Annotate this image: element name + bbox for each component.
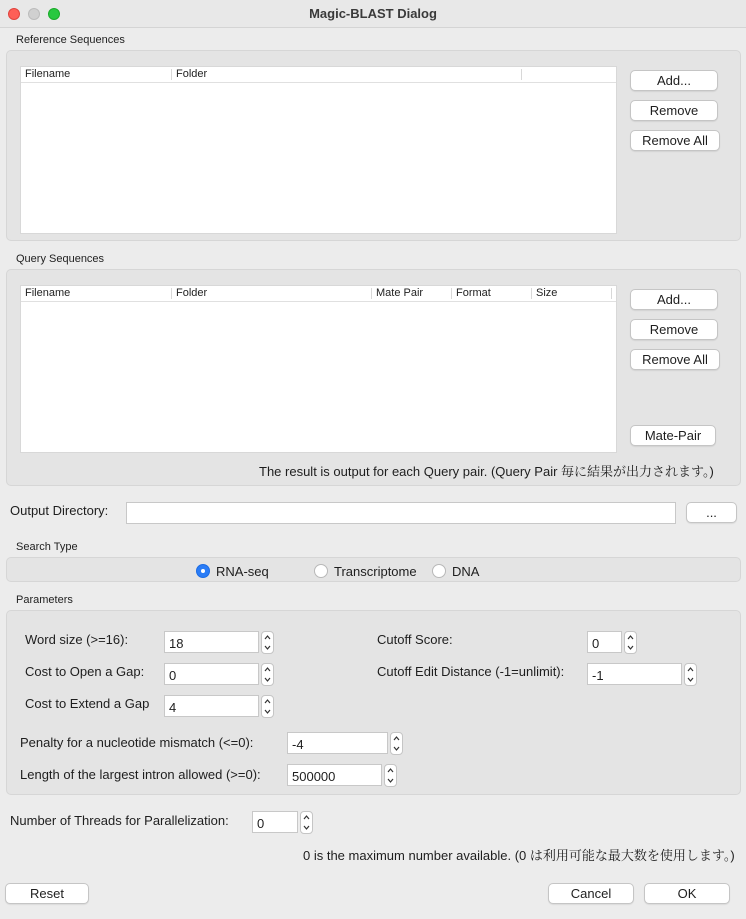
query-remove-all-button[interactable]: Remove All <box>630 349 720 370</box>
gap-open-input[interactable] <box>164 663 259 685</box>
radio-rna-seq-label[interactable]: RNA-seq <box>216 564 269 579</box>
word-size-stepper[interactable] <box>261 631 274 654</box>
cutoff-edit-label: Cutoff Edit Distance (-1=unlimit): <box>377 664 565 679</box>
column-format[interactable]: Format <box>451 288 491 299</box>
search-type-panel <box>6 557 741 582</box>
chevron-up-icon[interactable] <box>387 767 394 774</box>
intron-length-label: Length of the largest intron allowed (>=0): <box>20 767 261 782</box>
mismatch-penalty-input[interactable] <box>287 732 388 754</box>
radio-dna-label[interactable]: DNA <box>452 564 480 579</box>
mismatch-penalty-stepper[interactable] <box>390 732 403 755</box>
chevron-up-icon[interactable] <box>393 735 400 742</box>
chevron-down-icon[interactable] <box>387 777 394 784</box>
radio-dna[interactable] <box>432 564 446 578</box>
chevron-down-icon[interactable] <box>393 745 400 752</box>
cancel-button[interactable]: Cancel <box>548 883 634 904</box>
cutoff-edit-stepper[interactable] <box>684 663 697 686</box>
column-filename[interactable]: Filename <box>25 68 71 80</box>
threads-stepper[interactable] <box>300 811 313 834</box>
column-extra[interactable] <box>521 69 526 80</box>
word-size-label: Word size (>=16): <box>25 632 129 647</box>
chevron-down-icon[interactable] <box>303 824 310 831</box>
reference-panel <box>6 50 741 241</box>
reset-button[interactable]: Reset <box>5 883 89 904</box>
cutoff-edit-input[interactable] <box>587 663 682 685</box>
column-folder[interactable]: Folder <box>171 288 207 299</box>
chevron-down-icon[interactable] <box>627 644 634 651</box>
output-directory-input[interactable] <box>126 502 676 524</box>
reference-remove-all-button[interactable]: Remove All <box>630 130 720 151</box>
query-panel <box>6 269 741 486</box>
chevron-down-icon[interactable] <box>264 644 271 651</box>
column-filename[interactable]: Filename <box>25 287 71 299</box>
intron-length-input[interactable] <box>287 764 382 786</box>
cutoff-score-input[interactable] <box>587 631 622 653</box>
gap-extend-label: Cost to Extend a Gap <box>25 696 150 711</box>
chevron-up-icon[interactable] <box>303 814 310 821</box>
parameters-group-label: Parameters <box>16 594 73 606</box>
mismatch-penalty-label: Penalty for a nucleotide mismatch (<=0): <box>20 735 254 750</box>
chevron-up-icon[interactable] <box>687 666 694 673</box>
radio-transcriptome-label[interactable]: Transcriptome <box>334 564 417 579</box>
ok-button[interactable]: OK <box>644 883 730 904</box>
column-size[interactable]: Size <box>531 288 557 299</box>
chevron-up-icon[interactable] <box>627 634 634 641</box>
column-folder[interactable]: Folder <box>171 69 207 80</box>
reference-table[interactable] <box>20 66 617 234</box>
mate-pair-button[interactable]: Mate-Pair <box>630 425 716 446</box>
browse-output-button[interactable]: ... <box>686 502 737 523</box>
window-title: Magic-BLAST Dialog <box>309 6 437 21</box>
gap-open-label: Cost to Open a Gap: <box>25 664 145 679</box>
radio-rna-seq[interactable] <box>196 564 210 578</box>
query-table[interactable] <box>20 285 617 453</box>
radio-transcriptome[interactable] <box>314 564 328 578</box>
reference-group-label: Reference Sequences <box>16 34 125 46</box>
gap-extend-input[interactable] <box>164 695 259 717</box>
threads-note: 0 is the maximum number available. (0 は利用可能な最大数を使用します。) <box>303 848 735 863</box>
column-mate-pair[interactable]: Mate Pair <box>371 288 423 299</box>
chevron-down-icon[interactable] <box>264 708 271 715</box>
reference-add-button[interactable]: Add... <box>630 70 718 91</box>
intron-length-stepper[interactable] <box>384 764 397 787</box>
chevron-down-icon[interactable] <box>687 676 694 683</box>
reference-table-header <box>21 67 616 83</box>
query-output-note: The result is output for each Query pair. (Query Pair 毎に結果が出力されます。) <box>259 464 714 479</box>
word-size-input[interactable] <box>164 631 259 653</box>
chevron-down-icon[interactable] <box>264 676 271 683</box>
chevron-up-icon[interactable] <box>264 634 271 641</box>
reference-remove-button[interactable]: Remove <box>630 100 718 121</box>
search-type-group-label: Search Type <box>16 541 78 553</box>
query-add-button[interactable]: Add... <box>630 289 718 310</box>
output-directory-label: Output Directory: <box>10 503 109 518</box>
cutoff-score-stepper[interactable] <box>624 631 637 654</box>
chevron-up-icon[interactable] <box>264 666 271 673</box>
gap-extend-stepper[interactable] <box>261 695 274 718</box>
query-table-header <box>21 286 616 302</box>
cutoff-score-label: Cutoff Score: <box>377 632 453 647</box>
chevron-up-icon[interactable] <box>264 698 271 705</box>
threads-label: Number of Threads for Parallelization: <box>10 813 229 828</box>
title-bar <box>0 0 746 28</box>
query-remove-button[interactable]: Remove <box>630 319 718 340</box>
gap-open-stepper[interactable] <box>261 663 274 686</box>
query-group-label: Query Sequences <box>16 253 105 265</box>
threads-input[interactable] <box>252 811 298 833</box>
column-extra[interactable] <box>611 288 616 299</box>
